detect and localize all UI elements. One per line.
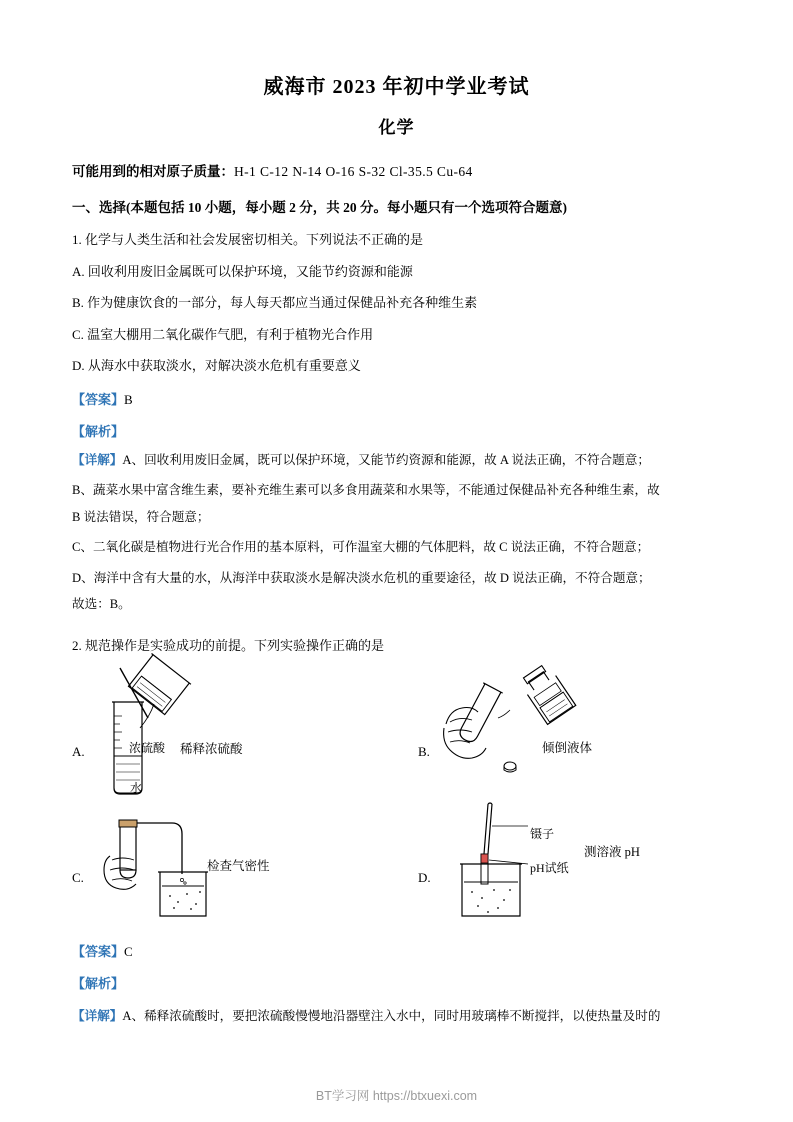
figure-d-caption: 测溶液 pH: [584, 844, 640, 859]
figure-b-drawing: [438, 666, 618, 806]
question-1-option-a: A. 回收利用废旧金属既可以保护环境，又能节约资源和能源: [72, 263, 413, 279]
answer-tag: 【答案】: [72, 391, 125, 407]
question-1-analysis: [72, 421, 721, 440]
answer-value: B: [124, 391, 133, 407]
question-2-option-d-label: D.: [418, 869, 431, 885]
question-2-detail-line-1: [72, 1007, 721, 1027]
question-1-detail-line-6: 故选：B。: [72, 597, 131, 612]
question-1-detail-line-4: C、二氧化碳是植物进行光合作用的基本原料，可作温室大棚的气体肥料，故 C 说法正确，不符合题意；: [72, 540, 650, 555]
question-2-option-a-label: A.: [72, 743, 85, 759]
question-2-figures: [72, 660, 721, 928]
figure-a: [86, 660, 266, 814]
figure-d-inner-label-ph-paper: pH试纸: [530, 860, 569, 875]
atomic-mass-values: H-1 C-12 N-14 O-16 S-32 Cl-35.5 Cu-64: [234, 164, 473, 179]
answer-tag: 【答案】: [72, 943, 125, 959]
figure-d-inner-label-tweezers: 镊子: [530, 826, 555, 841]
figure-b-caption: 倾倒液体: [542, 740, 593, 755]
question-1-detail-line-5: D、海洋中含有大量的水，从海洋中获取淡水是解决淡水危机的重要途径，故 D 说法正确，不符合题意；: [72, 570, 651, 585]
figure-a-caption: 稀释浓硫酸: [180, 741, 243, 756]
question-1-option-c: C. 温室大棚用二氧化碳作气肥，有利于植物光合作用: [72, 326, 374, 342]
figure-a-drawing: [86, 660, 266, 810]
question-1-option-d: D. 从海水中获取淡水，对解决淡水危机有重要意义: [72, 358, 361, 373]
question-2-analysis: [72, 973, 721, 992]
question-1-answer: [72, 389, 721, 408]
footer-watermark: BT学习网 https://btxuexi.com: [315, 1089, 478, 1103]
detail-text: A、稀释浓硫酸时，要把浓硫酸慢慢地沿器壁注入水中，同时用玻璃棒不断搅拌，以使热量及时的: [122, 1008, 661, 1023]
question-1-detail-line-2: B、蔬菜水果中富含维生素，要补充维生素可以多食用蔬菜和水果等，不能通过保健品补充各种维生素，故: [72, 483, 660, 498]
question-2-option-c-label: C.: [72, 869, 84, 885]
question-1-option-b: B. 作为健康饮食的一部分，每人每天都应当通过保健品补充各种维生素: [72, 295, 478, 310]
detail-text: A、回收利用废旧金属，既可以保护环境，又能节约资源和能源，故 A 说法正确，不符合题意；: [122, 452, 650, 467]
analysis-tag: 【解析】: [72, 423, 125, 439]
figure-c-caption: 检查气密性: [207, 858, 270, 873]
page-subtitle: 化学: [378, 118, 415, 137]
page-title: 威海市 2023 年初中学业考试: [263, 76, 530, 98]
question-2-stem: 2. 规范操作是实验成功的前提。下列实验操作正确的是: [72, 637, 385, 653]
question-1-stem: 1. 化学与人类生活和社会发展密切相关。下列说法不正确的是: [72, 232, 424, 247]
figure-a-inner-label-acid: 浓硫酸: [129, 740, 166, 755]
atomic-mass-line: [72, 160, 721, 180]
question-2-answer: [72, 941, 721, 960]
analysis-tag: 【解析】: [72, 975, 125, 991]
atomic-mass-label: 可能用到的相对原子质量：: [72, 164, 234, 179]
question-1-detail-line-3: B 说法错误，符合题意；: [72, 509, 210, 524]
detail-tag: 【详解】: [72, 452, 123, 467]
answer-value: C: [124, 943, 133, 959]
question-2-option-b-label: B.: [418, 743, 430, 759]
section-heading: 一、选择(本题包括 10 小题，每小题 2 分，共 20 分。每小题只有一个选项符合题意): [72, 200, 567, 215]
detail-tag: 【详解】: [72, 1008, 123, 1023]
question-1-detail-line-1: [72, 451, 721, 471]
figure-a-inner-label-water: 水: [130, 780, 143, 795]
